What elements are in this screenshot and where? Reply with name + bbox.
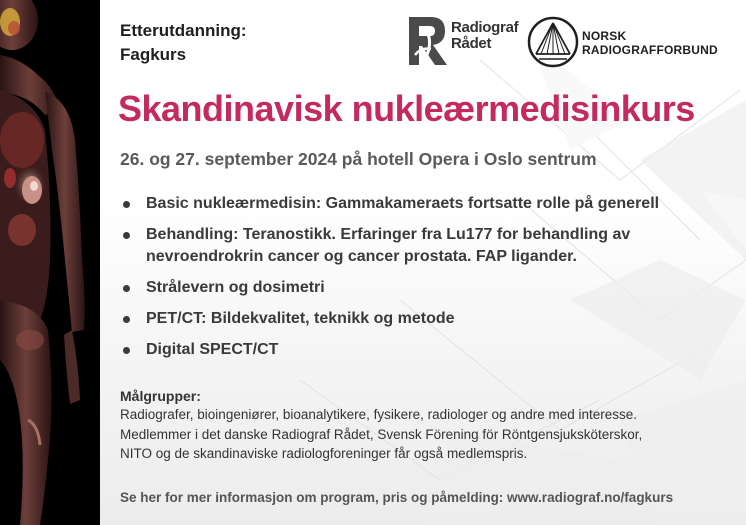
topic-text: PET/CT: Bildekvalitet, teknikk og metode: [146, 310, 455, 327]
topic-item: [120, 308, 720, 330]
nrf-line-1: NORSK: [582, 29, 627, 43]
nrf-line-2: RADIOGRAFFORBUND: [582, 43, 718, 57]
audience-heading: Målgrupper:: [120, 388, 201, 404]
nrf-logo-icon: [527, 16, 579, 68]
topic-text: Digital SPECT/CT: [146, 341, 279, 358]
bullet-icon: [123, 347, 130, 354]
radiograf-radet-line-1: Radiograf: [451, 19, 519, 36]
course-date-location: 26. og 27. september 2024 på hotell Opera i Oslo sentrum: [120, 149, 597, 169]
course-category: [120, 19, 320, 67]
radiograf-radet-line-2: Rådet: [451, 35, 492, 52]
bullet-icon: [123, 232, 130, 239]
more-info-link-text: Se her for mer informasjon om program, pris og påmelding: www.radiograf.no/fagkurs: [120, 490, 674, 505]
course-title: Skandinavisk nukleærmedisinkurs: [118, 88, 695, 129]
topic-text: Strålevern og dosimetri: [146, 279, 325, 296]
nrf-wordmark: [582, 29, 718, 57]
topic-item: [120, 224, 720, 268]
bullet-icon: [123, 316, 130, 323]
audience-line: Medlemmer i det danske Radiograf Rådet, Svensk Förening för Röntgensjuksköterskor,: [120, 426, 643, 442]
eyebrow-line-1: Etterutdanning:: [120, 21, 247, 40]
topic-item: [120, 193, 720, 215]
audience-line: NITO og de skandinaviske radiologforeninger får også medlemspris.: [120, 446, 528, 461]
radiograf-radet-logo: [407, 15, 519, 69]
topic-item: [120, 277, 720, 299]
bullet-icon: [123, 201, 130, 208]
topic-text: Behandling: Teranostikk. Erfaringer fra Lu177 for behandling av: [146, 226, 631, 243]
radiograf-radet-logo-icon: [407, 15, 449, 67]
nrf-logo: [527, 16, 727, 70]
audience-line: Radiografer, bioingeniører, bioanalytikere, fysikere, radiologer og andre med interesse.: [120, 407, 638, 422]
topic-text-continued: nevroendrokrin cancer og cancer prostata. FAP ligander.: [146, 248, 577, 265]
topic-item: [120, 339, 720, 361]
topic-list: [120, 193, 720, 370]
bullet-icon: [123, 285, 130, 292]
pet-ct-body-scan-image: [0, 0, 100, 525]
eyebrow-line-2: Fagkurs: [120, 45, 187, 64]
radiograf-radet-wordmark: [451, 20, 518, 52]
topic-text: Basic nukleærmedisin: Gammakameraets fortsatte rolle på generell: [146, 195, 660, 212]
target-audience: [120, 387, 740, 464]
